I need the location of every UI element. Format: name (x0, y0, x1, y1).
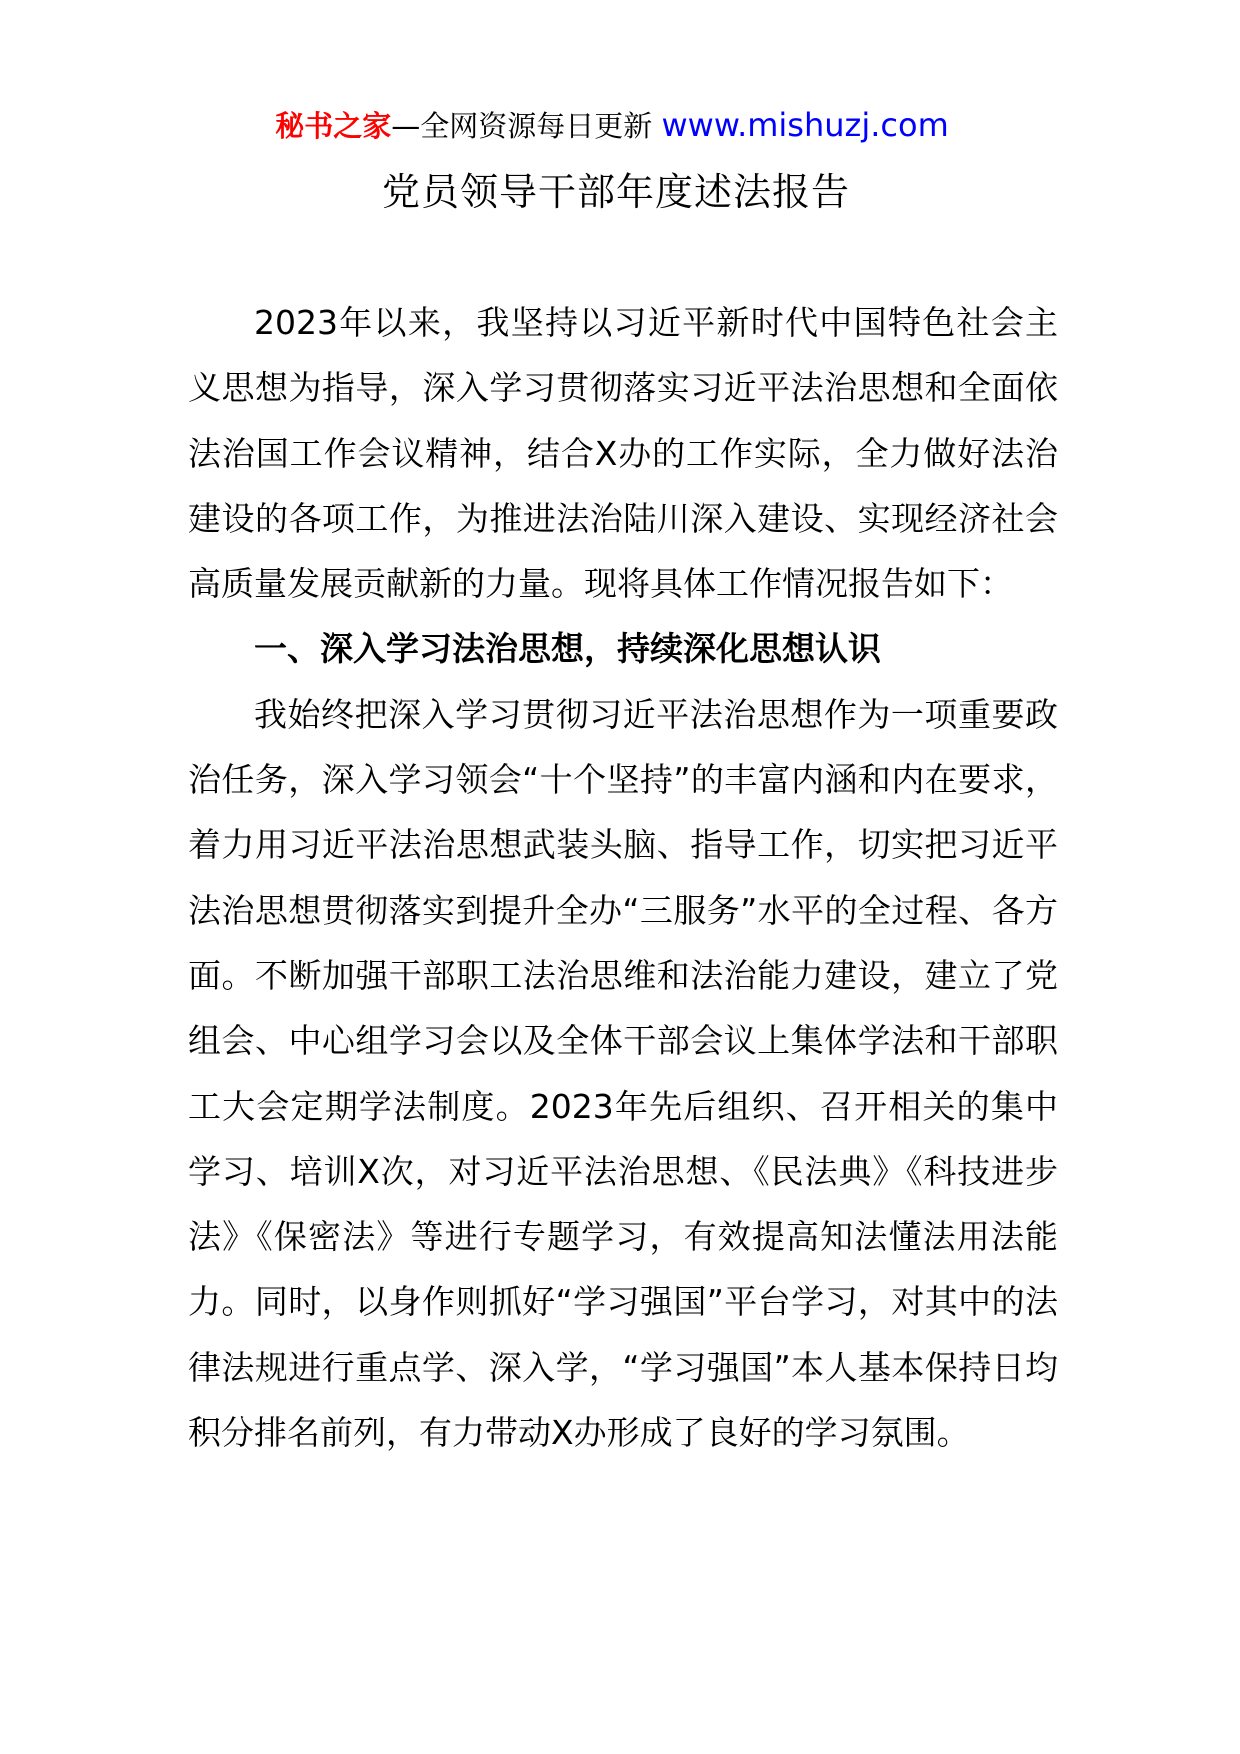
document-title: 党员领导干部年度述法报告 (381, 170, 850, 214)
site-slogan: —全网资源每日更新 (391, 109, 662, 143)
section-heading: 一、深入学习法治思想，持续深化思想认识 (254, 629, 881, 669)
site-header (0, 100, 1232, 151)
site-url: www.mishuzj.com (661, 106, 949, 144)
section-paragraph: 我始终把深入学习贯彻习近平法治思想作为一项重要政治任务，深入学习领会“十个坚持”的丰富内涵和内在要求，着力用习近平法治思想武装头脑、指导工作，切实把习近平法治思想贯彻落实到提升全办“三服务”水平的全过程、各方面。不断加强干部职工法治思维和法治能力建设，建立了党组会、中心组学习会以及全体干部会议上集体学法和干部职工大会定期学法制度。2023年先后组织、召开相关的集中学习、培训X次，对习近平法治思想、《民法典》《科技进步法》《保密法》等进行专题学习，有效提高知法懂法用法能力。同时，以身作则抓好“学习强国”平台学习，对其中的法律法规进行重点学、深入学，“学习强国”本人基本保持日均积分排名前列，有力带动X办形成了良好的学习氛围。 (188, 694, 1058, 1453)
document-body (188, 290, 1058, 1465)
intro-paragraph: 2023年以来，我坚持以习近平新时代中国特色社会主义思想为指导，深入学习贯彻落实习近平法治思想和全面依法治国工作会议精神，结合X办的工作实际，全力做好法治建设的各项工作，为推进法治陆川深入建设、实现经济社会高质量发展贡献新的力量。现将具体工作情况报告如下： (188, 303, 1058, 604)
brand-name: 秘书之家 (275, 109, 392, 143)
